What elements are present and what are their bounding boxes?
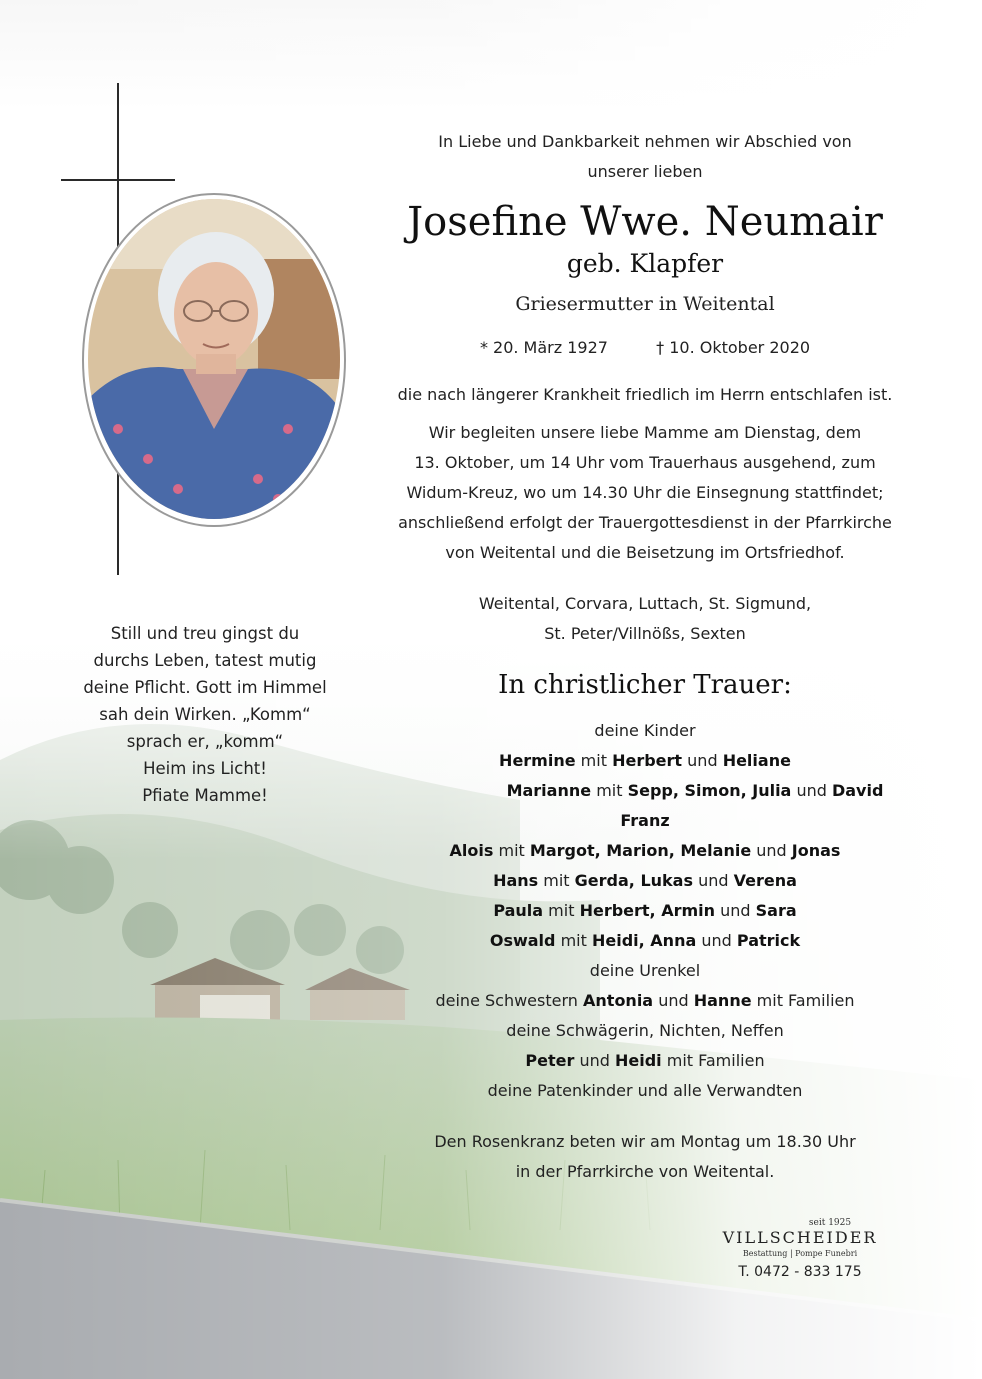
farewell-poem: [60, 620, 350, 809]
list-item: deine Schwägerin, Nichten, Neffen: [506, 1021, 784, 1040]
maiden-name: geb. Klapfer: [566, 249, 724, 278]
logo-subtitle: Bestattung | Pompe Funebri: [742, 1249, 858, 1258]
poem-line: durchs Leben, tatest mutig: [93, 651, 317, 670]
undertaker-logo: [700, 1218, 900, 1280]
funeral-line: Widum-Kreuz, wo um 14.30 Uhr die Einsegnung stattfindet;: [406, 483, 884, 502]
list-item: Hans mit Gerda, Lukas und Verena: [493, 871, 797, 890]
list-item: deine Schwestern Antonia und Hanne mit Familien: [435, 991, 855, 1010]
epithet: Griesermutter in Weitental: [515, 293, 775, 315]
list-item: deine Kinder: [594, 721, 696, 740]
intro-line: unserer lieben: [587, 162, 703, 181]
list-item: Oswald mit Heidi, Anna und Patrick: [489, 931, 801, 950]
mourning-heading: In christlicher Trauer:: [498, 670, 792, 700]
rosary-line: in der Pfarrkirche von Weitental.: [515, 1162, 775, 1181]
list-item: deine Urenkel: [589, 961, 701, 980]
poem-line: sprach er, „komm“: [126, 732, 284, 751]
list-item: Marianne mit Sepp, Simon, Julia und David: [506, 781, 884, 800]
list-item: Peter und Heidi mit Familien: [525, 1051, 765, 1070]
list-item: Alois mit Margot, Marion, Melanie und Jonas: [449, 841, 841, 860]
poem-line: deine Pflicht. Gott im Himmel: [83, 678, 327, 697]
birth-date: * 20. März 1927: [479, 338, 608, 357]
rosary-line: Den Rosenkranz beten wir am Montag um 18.30 Uhr: [434, 1132, 856, 1151]
places-line: Weitental, Corvara, Luttach, St. Sigmund,: [478, 594, 812, 613]
funeral-line: von Weitental und die Beisetzung im Ortsfriedhof.: [445, 543, 845, 562]
passing-text: die nach längerer Krankheit friedlich im Herrn entschlafen ist.: [397, 385, 893, 404]
poem-line: Heim ins Licht!: [143, 759, 267, 778]
funeral-text: [380, 418, 910, 568]
places-text: [400, 589, 890, 649]
list-item: Paula mit Herbert, Armin und Sara: [493, 901, 797, 920]
funeral-line: Wir begleiten unsere liebe Mamme am Dienstag, dem: [428, 423, 862, 442]
places-line: St. Peter/Villnößs, Sexten: [544, 624, 746, 643]
portrait-photo: [88, 199, 340, 519]
rosary-text: [400, 1127, 890, 1187]
logo-phone: T. 0472 - 833 175: [738, 1264, 862, 1280]
life-dates: [400, 333, 890, 363]
poem-line: Pfiate Mamme!: [142, 786, 268, 805]
logo-name: VILLSCHEIDER: [722, 1228, 878, 1247]
list-item: deine Patenkinder und alle Verwandten: [487, 1081, 803, 1100]
intro-line: In Liebe und Dankbarkeit nehmen wir Abschied von: [438, 132, 852, 151]
list-item: Hermine mit Herbert und Heliane: [499, 751, 791, 770]
funeral-line: 13. Oktober, um 14 Uhr vom Trauerhaus ausgehend, zum: [414, 453, 876, 472]
intro-text: [400, 127, 890, 187]
mourners-list: [400, 716, 890, 1106]
deceased-name: Josefine Wwe. Neumair: [407, 199, 883, 245]
poem-line: sah dein Wirken. „Komm“: [99, 705, 311, 724]
list-item: Franz: [620, 811, 670, 830]
poem-line: Still und treu gingst du: [110, 624, 300, 643]
cross-horizontal-line: [61, 179, 175, 181]
death-date: † 10. Oktober 2020: [656, 338, 811, 357]
logo-since: seit 1925: [808, 1218, 852, 1228]
funeral-line: anschließend erfolgt der Trauergottesdienst in der Pfarrkirche: [398, 513, 892, 532]
